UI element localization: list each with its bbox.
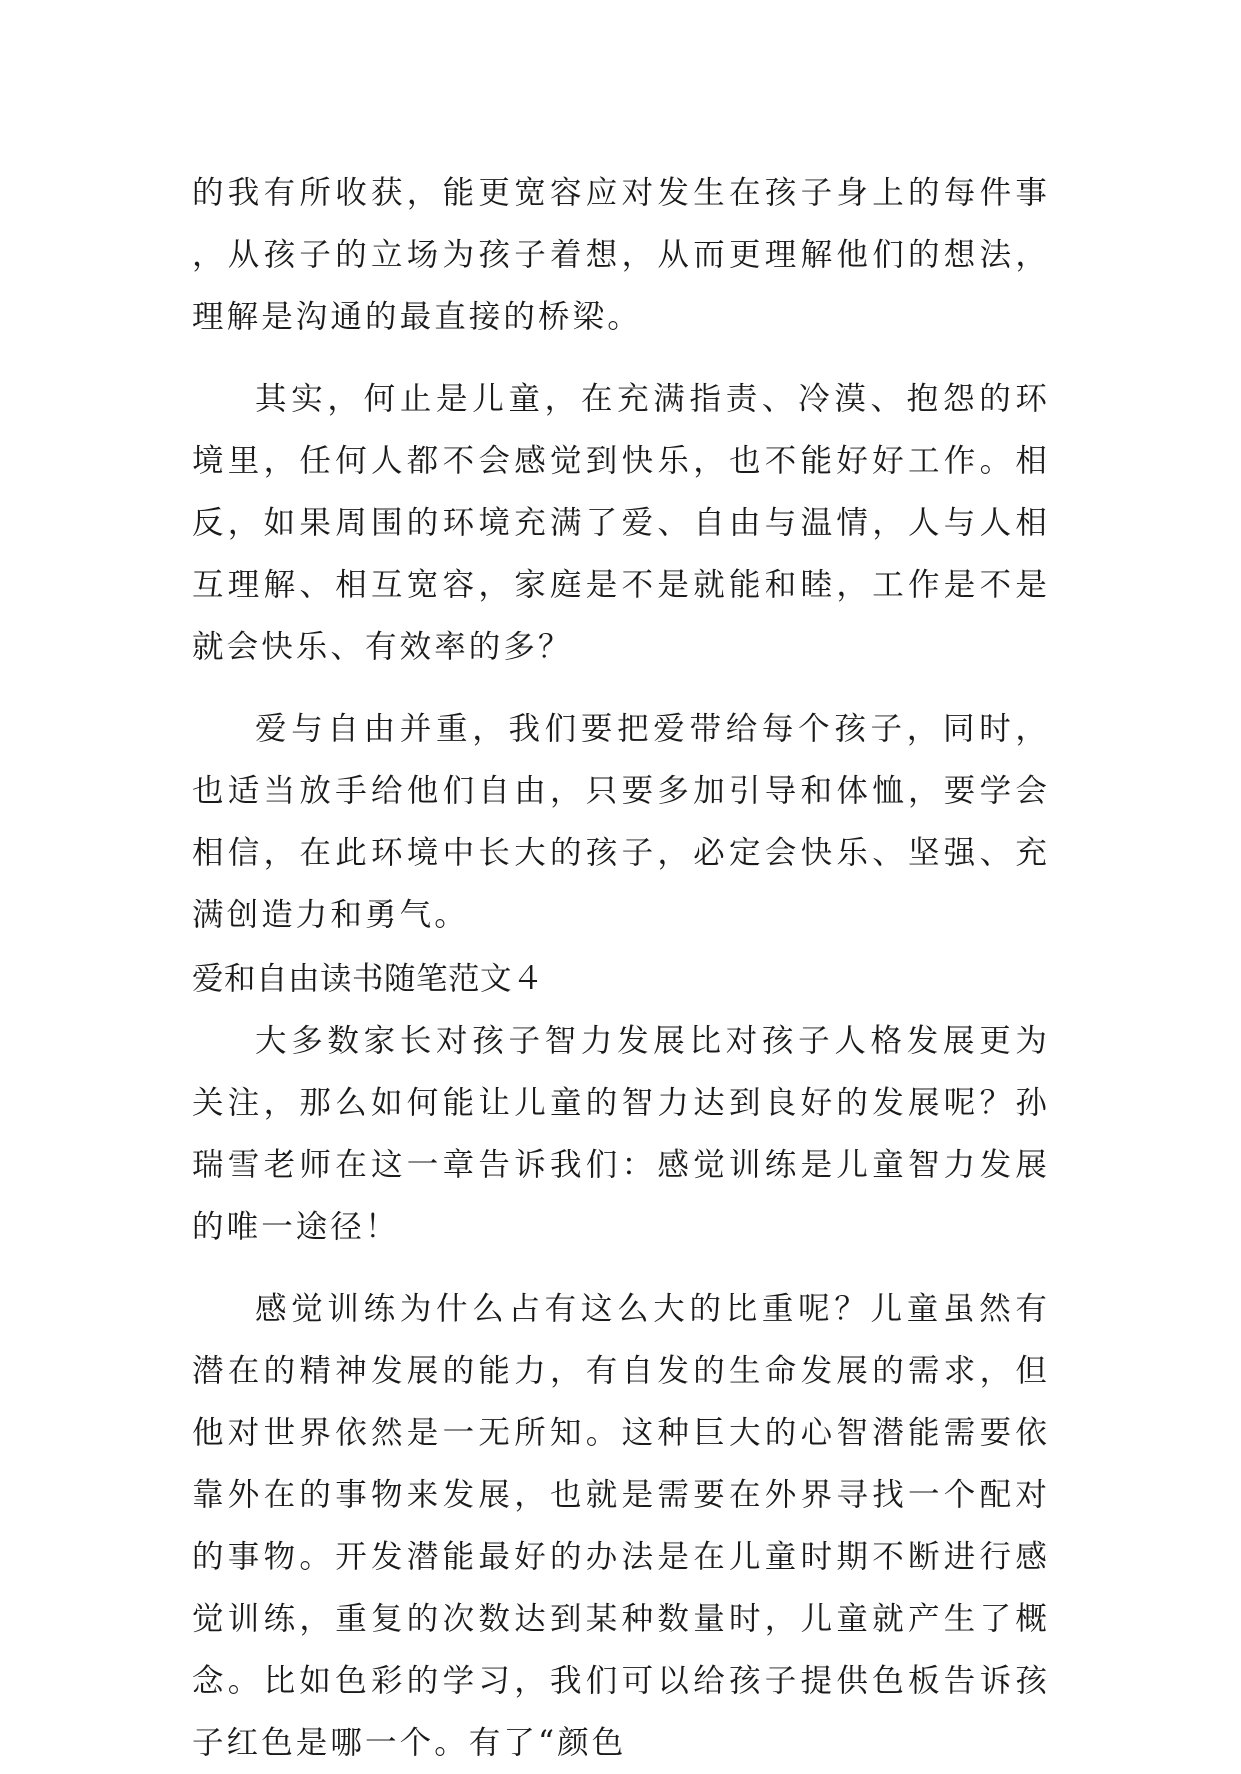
paragraph: 感觉训练为什么占有这么大的比重呢？儿童虽然有潜在的精神发展的能力，有自发的生命发展的需求，但他对世界依然是一无所知。这种巨大的心智潜能需要依靠外在的事物来发展，也就是需要在外界寻找一个配对的事物。开发潜能最好的办法是在儿童时期不断进行感觉训练，重复的次数达到某种数量时，儿童就产生了概念。比如色彩的学习，我们可以给孩子提供色板告诉孩子红色是哪一个。有了“颜色 bbox=[192, 1291, 1050, 1761]
paragraph: 其实，何止是儿童，在充满指责、冷漠、抱怨的环境里，任何人都不会感觉到快乐，也不能好好工作。相反，如果周围的环境充满了爱、自由与温情，人与人相互理解、相互宽容，家庭是不是就能和睦，工作是不是就会快乐、有效率的多？ bbox=[192, 381, 1050, 665]
paragraph: 爱与自由并重，我们要把爱带给每个孩子，同时，也适当放手给他们自由，只要多加引导和体恤，要学会相信，在此环境中长大的孩子，必定会快乐、坚强、充满创造力和勇气。 bbox=[192, 711, 1050, 933]
paragraph-continued: 的我有所收获，能更宽容应对发生在孩子身上的每件事，从孩子的立场为孩子着想，从而更理解他们的想法，理解是沟通的最直接的桥梁。 bbox=[192, 175, 1050, 335]
paragraph: 大多数家长对孩子智力发展比对孩子人格发展更为关注，那么如何能让儿童的智力达到良好的发展呢？孙瑞雪老师在这一章告诉我们：感觉训练是儿童智力发展的唯一途径！ bbox=[192, 1023, 1050, 1245]
document-body bbox=[192, 162, 1050, 1774]
section-heading: 爱和自由读书随笔范文４ bbox=[192, 961, 545, 997]
